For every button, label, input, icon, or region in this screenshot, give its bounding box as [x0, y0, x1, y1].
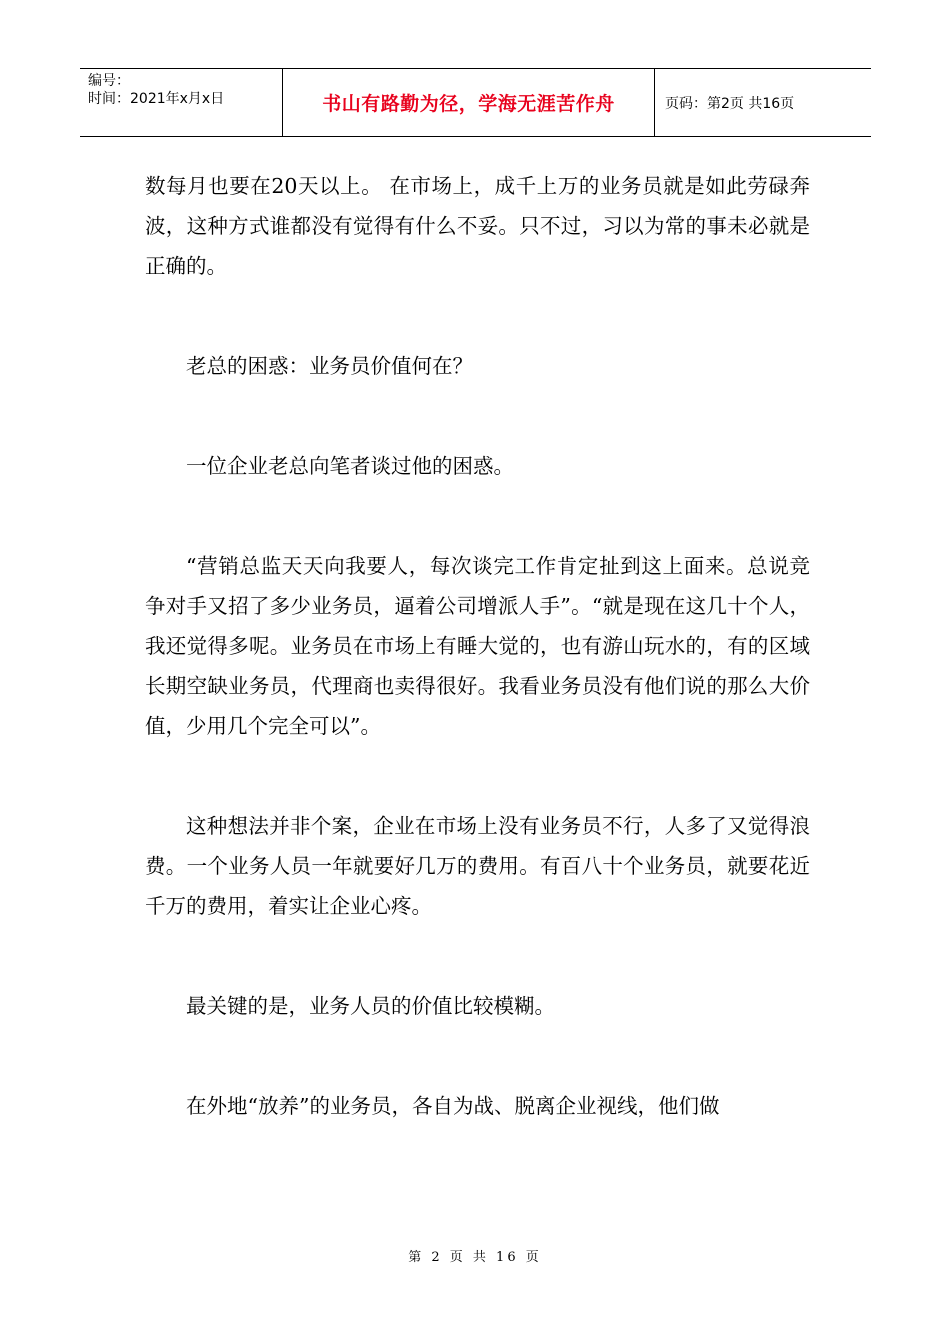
document-number-label: 编号： — [88, 73, 130, 89]
paragraph: “营销总监天天向我要人，每次谈完工作肯定扯到这上面来。总说竞争对手又招了多少业务员，逼着公司增派人手”。“就是现在这几十个人，我还觉得多呢。业务员在市场上有睡大觉的，也有游山玩水的，有的区域长期空缺业务员，代理商也卖得很好。我看业务员没有他们说的那么大价值，少用几个完全可以”。 — [145, 554, 810, 738]
page-footer: 第 2 页 共 16 页 — [408, 1250, 542, 1265]
paragraph: 一位企业老总向笔者谈过他的困惑。 — [186, 454, 514, 478]
document-time-label: 时间：2021年x月x日 — [88, 91, 225, 107]
header-motto: 书山有路勤为径，学海无涯苦作舟 — [322, 93, 615, 115]
header-meta — [80, 69, 283, 136]
header-motto-cell — [283, 69, 655, 136]
section-heading: 老总的困惑：业务员价值何在？ — [186, 354, 473, 378]
header-page-info: 页码：第2页 共16页 — [665, 95, 795, 112]
page-header — [80, 68, 871, 137]
document-body — [145, 166, 810, 1186]
paragraph: 最关键的是，业务人员的价值比较模糊。 — [186, 994, 555, 1018]
paragraph: 在外地“放养”的业务员，各自为战、脱离企业视线，他们做 — [186, 1094, 720, 1118]
paragraph: 数每月也要在20天以上。 在市场上，成千上万的业务员就是如此劳碌奔波，这种方式谁都没有觉得有什么不妥。只不过，习以为常的事未必就是正确的。 — [145, 174, 810, 278]
header-page-info-cell — [655, 69, 871, 136]
paragraph: 这种想法并非个案，企业在市场上没有业务员不行，人多了又觉得浪费。一个业务人员一年就要好几万的费用。有百八十个业务员，就要花近千万的费用，着实让企业心疼。 — [145, 814, 810, 918]
